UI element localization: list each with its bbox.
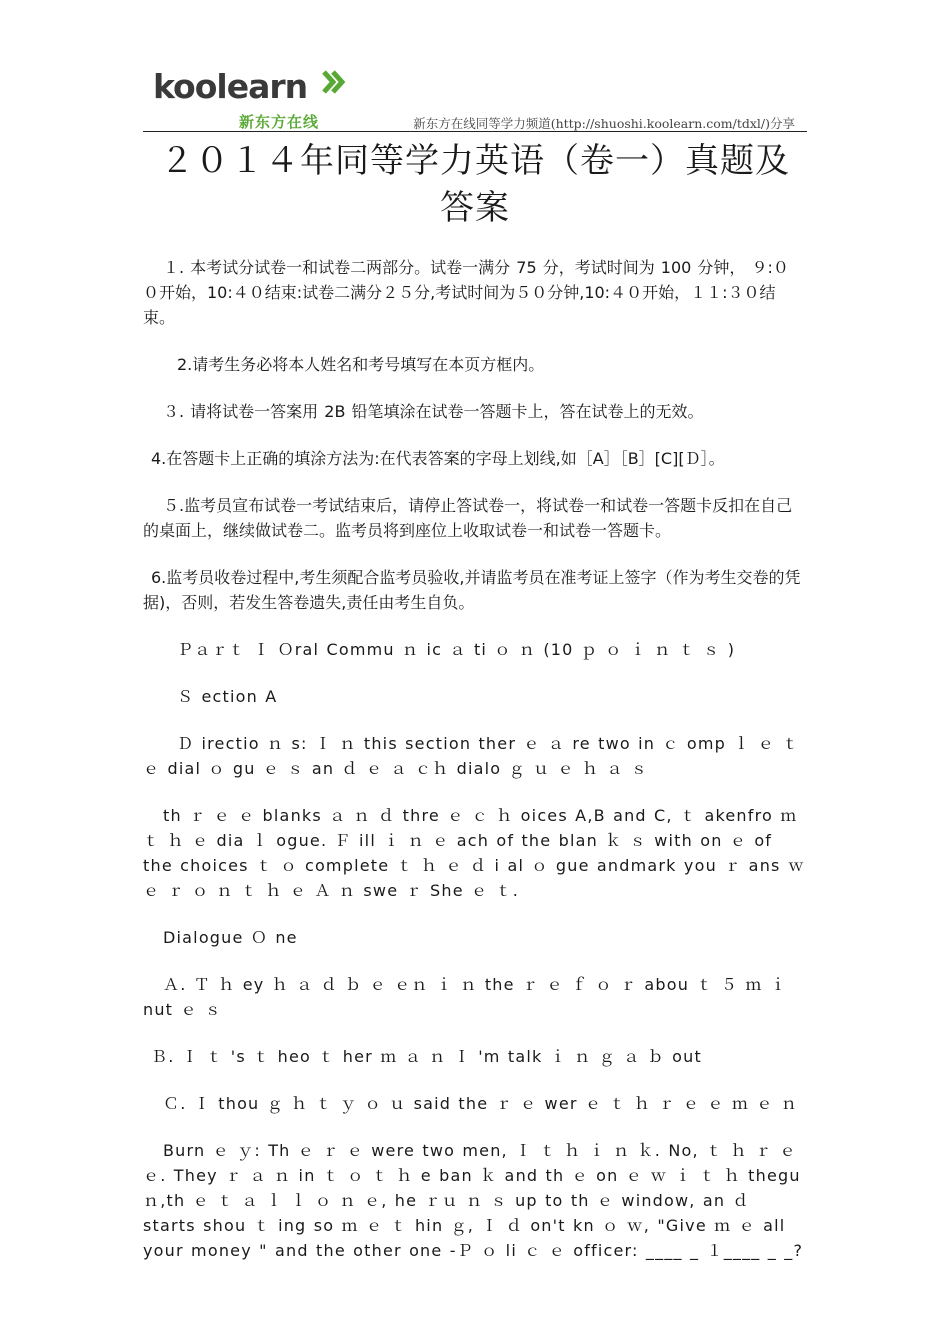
logo-wordmark: koolearn [153, 67, 308, 106]
share-notice: 新东方在线同等学力频道(http://shuoshi.koolearn.com/tdxl/)分享 [413, 116, 795, 131]
document-title: ２０１４年同等学力英语（卷一）真题及答案 [160, 141, 790, 228]
logo-subtitle: 新东方在线 [239, 113, 320, 131]
instruction-1: １. 本考试分试卷一和试卷二两部分。试卷一满分 75 分，考试时间为 100 分钟， ９:０ ０开始，10:４０结束:试卷二满分２５分,考试时间为５０分钟,10:４０开始，１１:３０结束。 [143, 258, 789, 327]
section-heading: Ｓ ection A [177, 687, 278, 706]
directions-continued: th ｒ ｅ ｅ blanks ａ ｎ ｄ thre ｅ ｃ ｈ oices A,B and C, ｔ akenfro ｍ ｔ ｈ ｅ dia ｌ ogue. Ｆ ill ｉ ｎ ｅ ach of the blan ｋ ｓ with on ｅ of the choices ｔ ｏ complete ｔ ｈ ｅ ｄ i al ｏ gue andmark you ｒ ans ｗ ｅ ｒ ｏ ｎ ｔ ｈ ｅ Ａ ｎ swe ｒ She ｅ ｔ. [143, 806, 806, 900]
directions-paragraph: Ｄ irectio ｎ s: Ｉ ｎ this section ther ｅ ａ re two in ｃ omp ｌ ｅ ｔ ｅ dial ｏ gu ｅ ｓ an ｄ ｅ ａ ｃｈ dialo ｇ ｕ ｅ ｈ ａ ｓ [143, 734, 800, 778]
choice-c: Ｃ. Ｉ thou ｇ ｈ ｔ ｙ ｏ ｕ said the ｒ ｅ wer ｅ ｔ ｈ ｒ ｅ ｅ ｍ ｅ ｎ [163, 1094, 799, 1113]
instruction-3: ３. 请将试卷一答案用 2B 铅笔填涂在试卷一答题卡上，答在试卷上的无效。 [163, 402, 704, 421]
header-divider [143, 131, 807, 132]
koolearn-logo [153, 67, 343, 131]
instruction-4: 4.在答题卡上正确的填涂方法为:在代表答案的字母上划线,如［A］［B］[C][Ｄ］。 [151, 449, 725, 468]
double-chevron-icon [321, 69, 347, 95]
choice-a: Ａ. Ｔ ｈ ey ｈ ａ ｄ ｂ ｅ ｅｎ ｉ ｎ the ｒ ｅ ｆ ｏ ｒ abou ｔ ５ ｍ ｉ nut ｅ ｓ [143, 975, 788, 1019]
page-header [143, 62, 807, 132]
part-heading: Ｐａｒｔ Ｉ Ｏral Commu ｎ ic ａ ti ｏ ｎ (10 ｐ ｏ ｉ ｎ ｔ ｓ ) [177, 640, 736, 659]
dialogue-text: Burn ｅ ｙ: Th ｅ ｒ ｅ were two men, Ｉ ｔ ｈ ｉ ｎ ｋ. No, ｔ ｈ ｒ ｅ ｅ. They ｒ ａ ｎ in ｔ ｏ ｔ ｈ e ban ｋ and th ｅ on ｅ ｗ ｉ ｔ ｈ thegu ｎ,th ｅ ｔ ａ ｌ ｌ ｏ ｎ ｅ, he ｒｕ ｎ ｓ up to th ｅ window, an ｄ starts shou ｔ ing so ｍ ｅ ｔ hin ｇ, Ｉ ｄ on't kn ｏ ｗ, "Give ｍ ｅ all your money " and the other one -Ｐ ｏ li ｃ ｅ officer: ____ _ １____ _ _? [143, 1141, 804, 1260]
choice-b: Ｂ. Ｉ ｔ 's ｔ heo ｔ her ｍ ａ ｎ Ｉ 'm talk ｉ ｎ ｇ ａ ｂ out [151, 1047, 702, 1066]
document-body [143, 255, 807, 1285]
dialogue-heading: Dialogue Ｏ ne [163, 928, 298, 947]
instruction-5: ５.监考员宣布试卷一考试结束后，请停止答试卷一，将试卷一和试卷一答题卡反扣在自己的桌面上，继续做试卷二。监考员将到座位上收取试卷一和试卷一答题卡。 [143, 496, 793, 540]
instruction-2: 2.请考生务必将本人姓名和考号填写在本页方框内。 [177, 355, 545, 374]
instruction-6: 6.监考员收卷过程中,考生须配合监考员验收,并请监考员在准考证上签字（作为考生交卷的凭据)，否则，若发生答卷遗失,责任由考生自负。 [143, 568, 801, 612]
